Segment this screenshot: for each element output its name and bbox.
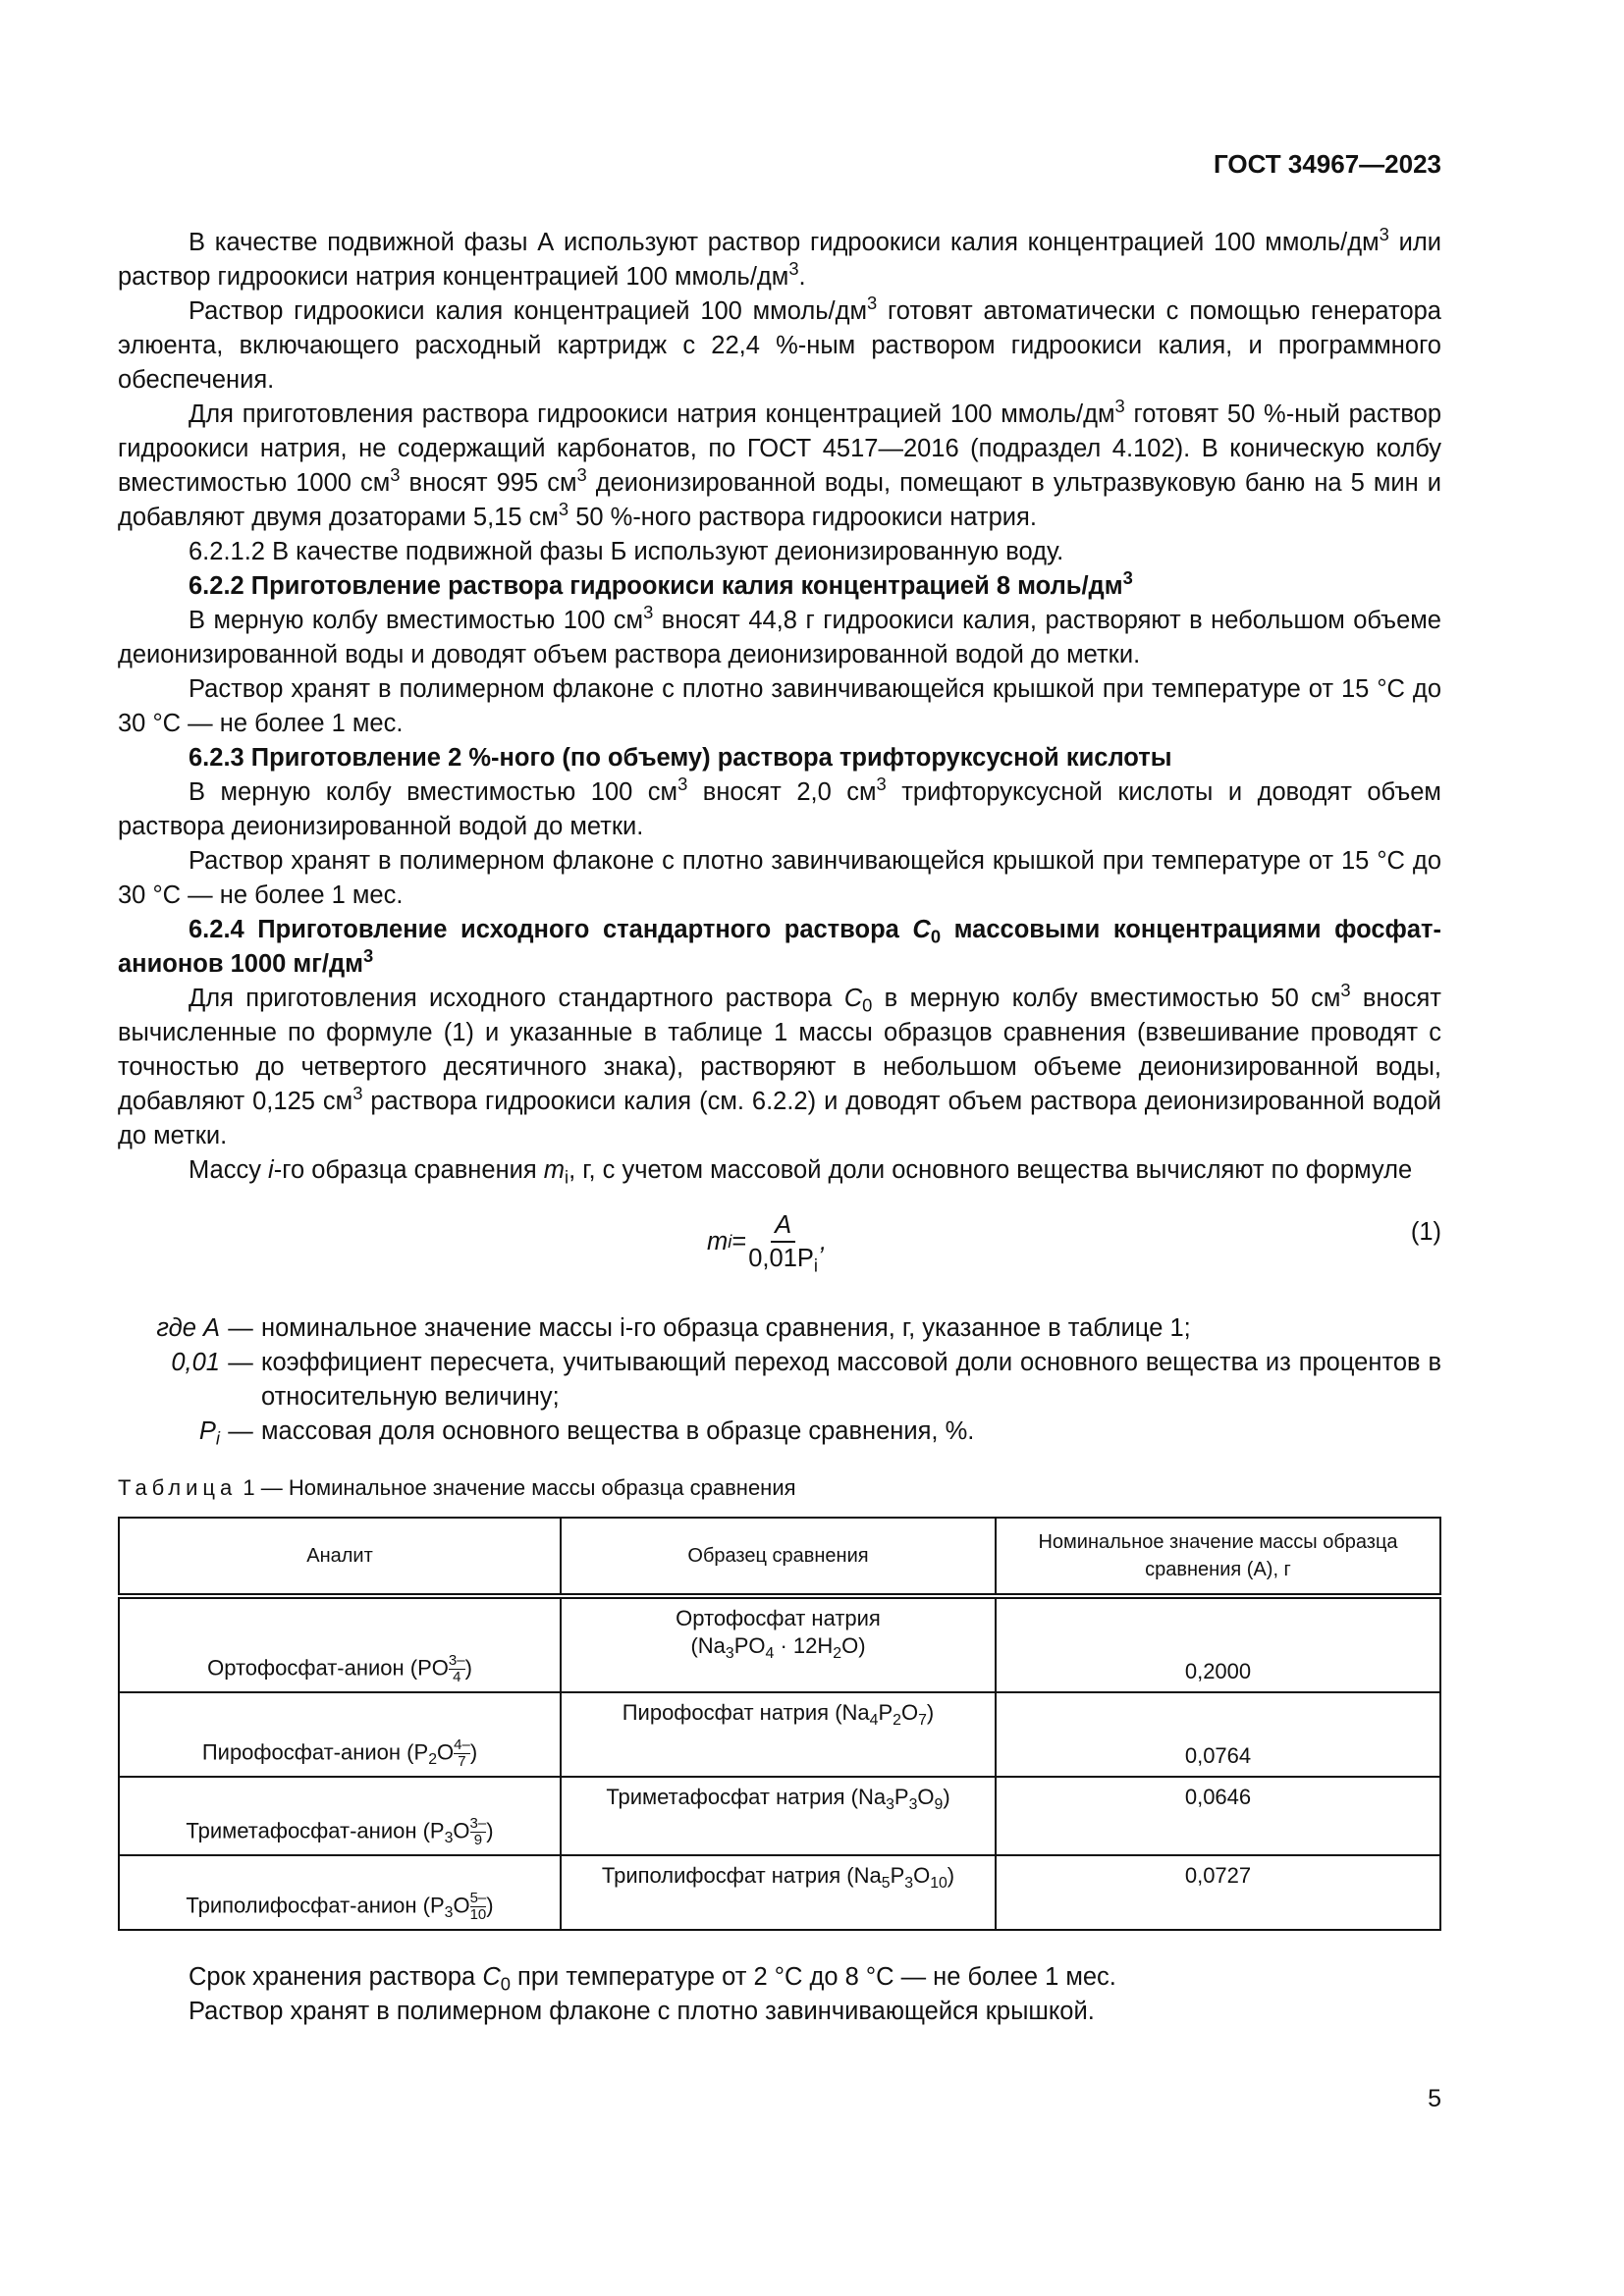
- reference-mass-table: [118, 1517, 1441, 1931]
- text-run: ): [943, 1785, 950, 1809]
- paragraph: [118, 672, 1441, 741]
- body-text-top: [118, 223, 1442, 1188]
- text-run: Срок хранения раствора: [189, 1963, 483, 1991]
- text-run: Пирофосфат натрия (Na: [622, 1700, 870, 1725]
- page-number: 5: [1428, 2085, 1441, 2112]
- text-run: 50 %-ного раствора гидроокиси натрия.: [568, 504, 1037, 531]
- table-row: [119, 1777, 1440, 1855]
- legend-row: [118, 1346, 1441, 1415]
- text-run: Триметафосфат натрия (Na: [606, 1785, 887, 1809]
- ion-charge-fraction: [470, 1891, 487, 1923]
- formula-denominator: [748, 1243, 818, 1274]
- analyte-name: Пирофосфат-анион (P: [201, 1739, 429, 1765]
- text-run: деионизированной воды, помещают в ультразвуковую баню на 5 мин и добавляют двумя дозаторами 5,15 см: [118, 469, 1441, 531]
- ion-index: 9: [473, 1832, 483, 1848]
- text-run: 7: [918, 1711, 927, 1729]
- text-run: при температуре от 2 °С до 8 °С — не более 1 мес.: [510, 1963, 1116, 1991]
- text-run: Массу: [189, 1156, 269, 1184]
- text-run: m: [543, 1156, 566, 1184]
- ion-charge-fraction: [449, 1653, 465, 1685]
- text-run: 6.2.3 Приготовление 2 %-ного (по объему) раствора трифторуксусной кислоты: [189, 744, 1172, 772]
- text-run: 6.2.1.2 В качестве подвижной фазы Б используют деионизированную воду.: [189, 538, 1064, 565]
- cell-mass: 0,0646: [996, 1777, 1440, 1855]
- text-run: · 12H: [774, 1633, 834, 1658]
- paragraph: [118, 979, 1441, 1153]
- legend-symbol: [118, 1311, 220, 1346]
- ion-index: 7: [458, 1753, 466, 1770]
- legend-symbol-text: где A: [156, 1314, 220, 1342]
- text-run: ): [947, 1863, 955, 1888]
- analyte-name: Ортофосфат-анион (PO: [207, 1655, 449, 1681]
- text-run: Раствор хранят в полимерном флаконе с плотно завинчивающейся крышкой.: [189, 1998, 1095, 2025]
- legend-description: номинальное значение массы i-го образца сравнения, г, указанное в таблице 1;: [261, 1314, 1191, 1342]
- text-run: Триполифосфат натрия (Na: [601, 1863, 882, 1888]
- text-run: раствора гидроокиси калия (см. 6.2.2) и доводят объем раствора деионизированной водой до метки.: [118, 1088, 1441, 1149]
- cell-mass: 0,2000: [996, 1596, 1440, 1692]
- text-run: C: [912, 916, 931, 943]
- section-heading: [118, 566, 1441, 604]
- text-run: 3: [1379, 223, 1389, 244]
- ion-base-sub: 3: [444, 1830, 454, 1847]
- paragraph: [118, 1995, 1441, 2029]
- text-run: 9: [934, 1795, 944, 1813]
- text-run: готовят автоматически с помощью генератора элюента, включающего расходный картридж с 22,4 %-ным раствором гидроокиси калия, и программного обеспечения.: [118, 297, 1441, 394]
- ion-index: 10: [469, 1906, 487, 1923]
- ion-charge-fraction: [454, 1737, 470, 1770]
- cell-mass: 0,0764: [996, 1692, 1440, 1777]
- text-run: 10: [930, 1874, 947, 1892]
- legend-description: коэффициент пересчета, учитывающий переход массовой доли основного вещества из процентов в относительную величину;: [261, 1349, 1441, 1411]
- table-caption-label: Таблица: [118, 1475, 238, 1500]
- text-run: C: [482, 1963, 501, 1991]
- analyte-name: Триметафосфат-анион (P: [186, 1818, 445, 1843]
- legend-description: массовая доля основного вещества в образце сравнения, %.: [261, 1417, 975, 1445]
- section-heading: [118, 741, 1441, 775]
- paragraph: [118, 775, 1441, 844]
- text-run: 3: [390, 463, 401, 485]
- text-run: 2: [833, 1644, 842, 1662]
- cell-sample: [561, 1596, 996, 1692]
- text-run: 3: [1122, 566, 1133, 588]
- formula-numerator: A: [771, 1209, 795, 1243]
- text-run: Для приготовления раствора гидроокиси натрия концентрацией 100 ммоль/дм: [189, 400, 1115, 428]
- text-run: O: [900, 1700, 919, 1725]
- paragraph: [118, 294, 1441, 398]
- ion-charge: 4–: [454, 1736, 470, 1753]
- text-run: 5: [881, 1874, 891, 1892]
- text-run: В качестве подвижной фазы А используют раствор гидроокиси калия концентрацией 100 ммоль/дм: [189, 229, 1380, 256]
- header-sample: Образец сравнения: [561, 1518, 996, 1596]
- text-run: массовыми концентрациями фосфат-анионов 1000 мг/дм: [118, 916, 1441, 978]
- formula-1: [118, 1209, 1441, 1292]
- text-run: или раствор гидроокиси натрия концентрацией 100 ммоль/дм: [118, 229, 1441, 291]
- table-row: [119, 1596, 1440, 1692]
- table-header-row: [119, 1518, 1440, 1596]
- cell-mass: 0,0727: [996, 1855, 1440, 1930]
- section-heading: [118, 913, 1441, 982]
- formula-denominator-sub: i: [813, 1255, 818, 1276]
- text-run: вносят 995 см: [400, 469, 577, 497]
- text-run: -го образца сравнения: [273, 1156, 544, 1184]
- text-run: PO: [733, 1633, 766, 1658]
- text-run: C: [843, 985, 863, 1012]
- text-run: 0: [930, 926, 942, 947]
- text-run: готовят 50 %-ный раствор гидроокиси натрия, не содержащий карбонатов, по ГОСТ 4517—2016 (подраздел 4.102). В коническую колбу вместимостью 1000 см: [118, 400, 1442, 497]
- text-run: 3: [576, 463, 587, 485]
- paragraph: [118, 1153, 1441, 1188]
- paragraph: [118, 601, 1441, 672]
- table-caption-text: 1 — Номинальное значение массы образца сравнения: [237, 1475, 796, 1500]
- text-run: 4: [869, 1711, 879, 1729]
- text-run: ): [926, 1700, 935, 1725]
- text-run: вносят 2,0 см: [687, 778, 877, 806]
- text-run: 3: [352, 1082, 363, 1103]
- header-analyte: Аналит: [119, 1518, 561, 1596]
- paragraph: [118, 223, 1441, 294]
- text-run: i: [268, 1156, 274, 1184]
- cell-analyte: Триметафосфат-анион ($P_3O$ $\frac{3-}{9}$ ): [119, 1777, 561, 1855]
- cell-analyte: Пирофосфат-анион ($P_2O$ $\frac{4-}{7}$ ): [119, 1692, 561, 1777]
- analyte-name: Триполифосфат-анион (P: [186, 1893, 445, 1918]
- cell-sample: [561, 1692, 996, 1777]
- formula-fraction: [748, 1209, 818, 1274]
- ion-charge: 3–: [469, 1815, 487, 1832]
- ion-charge: 5–: [469, 1890, 487, 1906]
- text-run: Раствор гидроокиси калия концентрацией 100 ммоль/дм: [189, 297, 867, 325]
- text-run: 3: [1114, 395, 1125, 416]
- document-designation: ГОСТ 34967—2023: [1214, 149, 1441, 179]
- legend-symbol-text: P: [198, 1417, 216, 1445]
- cell-sample: [561, 1855, 996, 1930]
- page-content: [118, 223, 1442, 2029]
- text-run: .: [798, 263, 806, 291]
- legend-symbol: [118, 1415, 220, 1449]
- legend-symbol-text: 0,01: [171, 1349, 220, 1376]
- legend-row: [118, 1415, 1441, 1449]
- text-run: 0: [862, 994, 873, 1016]
- text-run: вносят 44,8 г гидроокиси калия, растворяют в небольшом объеме деионизированной воды и доводят объем раствора деионизированной водой до метки.: [118, 607, 1441, 668]
- legend-row: [118, 1311, 1441, 1346]
- formula-eq: =: [731, 1227, 747, 1255]
- body-text-bottom: [118, 1960, 1441, 2029]
- cell-analyte: Триполифосфат-анион ($P_3O$ $\frac{5-}{10}$ ): [119, 1855, 561, 1930]
- text-run: 3: [725, 1644, 734, 1662]
- ion-base-sub: 3: [444, 1904, 454, 1922]
- text-run: 3: [908, 1795, 918, 1813]
- header-mass: Номинальное значение массы образца сравнения (А), г: [996, 1518, 1440, 1596]
- text-run: P: [878, 1700, 893, 1725]
- text-run: Для приготовления исходного стандартного раствора: [189, 985, 844, 1012]
- text-run: 3: [1340, 979, 1351, 1000]
- text-run: Ортофосфат натрия: [676, 1606, 881, 1630]
- text-run: 3: [558, 498, 569, 519]
- text-run: в мерную колбу вместимостью 50 см: [872, 985, 1341, 1012]
- text-run: i: [565, 1166, 569, 1188]
- legend-symbol-sub: i: [215, 1427, 220, 1449]
- text-run: 3: [904, 1874, 914, 1892]
- table-caption: [118, 1470, 1441, 1505]
- formula-number: (1): [1410, 1218, 1441, 1246]
- formula-legend: [118, 1311, 1441, 1449]
- formula-lhs: m: [707, 1227, 729, 1255]
- text-run: P: [890, 1863, 905, 1888]
- text-run: 3: [886, 1795, 894, 1813]
- cell-sample: [561, 1777, 996, 1855]
- paragraph: [118, 395, 1442, 535]
- formula-denominator-text: 0,01P: [748, 1245, 814, 1272]
- ion-base-sub: 2: [428, 1751, 437, 1769]
- text-run: 2: [893, 1711, 901, 1729]
- text-run: В мерную колбу вместимостью 100 см: [189, 778, 678, 806]
- text-run: вносят вычисленные по формуле (1) и указанные в таблице 1 массы образцов сравнения (взвешивание проводят с точностью до четвертого десятичного знака), растворяют в небольшом объеме деионизированной воды, добавляют 0,125 см: [118, 985, 1441, 1115]
- text-run: В мерную колбу вместимостью 100 см: [189, 607, 644, 634]
- text-run: Раствор хранят в полимерном флаконе с плотно завинчивающейся крышкой при температуре от 15 °С до 30 °С — не более 1 мес.: [118, 847, 1441, 909]
- text-run: 6.2.2 Приготовление раствора гидроокиси калия концентрацией 8 моль/дм: [189, 572, 1123, 600]
- paragraph: [118, 1960, 1441, 1995]
- paragraph: [118, 535, 1441, 569]
- text-run: 3: [643, 601, 654, 622]
- text-run: , г, с учетом массовой доли основного вещества вычисляют по формуле: [568, 1156, 1413, 1184]
- text-run: 3: [363, 944, 374, 966]
- ion-charge: 3–: [448, 1652, 465, 1669]
- cell-analyte: Ортофосфат-анион (PO $\frac{3-}{4}$ ): [119, 1596, 561, 1692]
- formula-expression: m i = $\frac{A}{0,01P_i}$ ,: [707, 1211, 828, 1276]
- text-run: трифторуксусной кислоты и доводят объем раствора деионизированной водой до метки.: [118, 778, 1441, 840]
- legend-dash: —: [228, 1349, 253, 1376]
- legend-dash: —: [228, 1417, 253, 1445]
- text-run: Раствор хранят в полимерном флаконе с плотно завинчивающейся крышкой при температуре от 15 °С до 30 °С — не более 1 мес.: [118, 675, 1441, 737]
- text-run: 3: [876, 773, 887, 794]
- formula-tail: ,: [819, 1227, 828, 1255]
- ion-charge-fraction: [470, 1816, 487, 1848]
- ion-index: 4: [453, 1669, 461, 1685]
- text-run: (Na: [690, 1633, 726, 1658]
- text-run: O: [917, 1785, 935, 1809]
- text-run: 3: [788, 257, 799, 279]
- paragraph: [118, 844, 1441, 913]
- text-run: 3: [677, 773, 688, 794]
- table-row: [119, 1692, 1440, 1777]
- text-run: 0: [500, 1973, 511, 1995]
- text-run: 3: [866, 292, 878, 313]
- text-run: 6.2.4 Приготовление исходного стандартного раствора: [189, 916, 913, 943]
- legend-dash: —: [228, 1314, 253, 1342]
- table-row: [119, 1855, 1440, 1930]
- legend-symbol: [118, 1346, 220, 1415]
- text-run: O: [913, 1863, 931, 1888]
- text-run: 4: [765, 1644, 775, 1662]
- text-run: O): [841, 1633, 866, 1658]
- text-run: P: [893, 1785, 909, 1809]
